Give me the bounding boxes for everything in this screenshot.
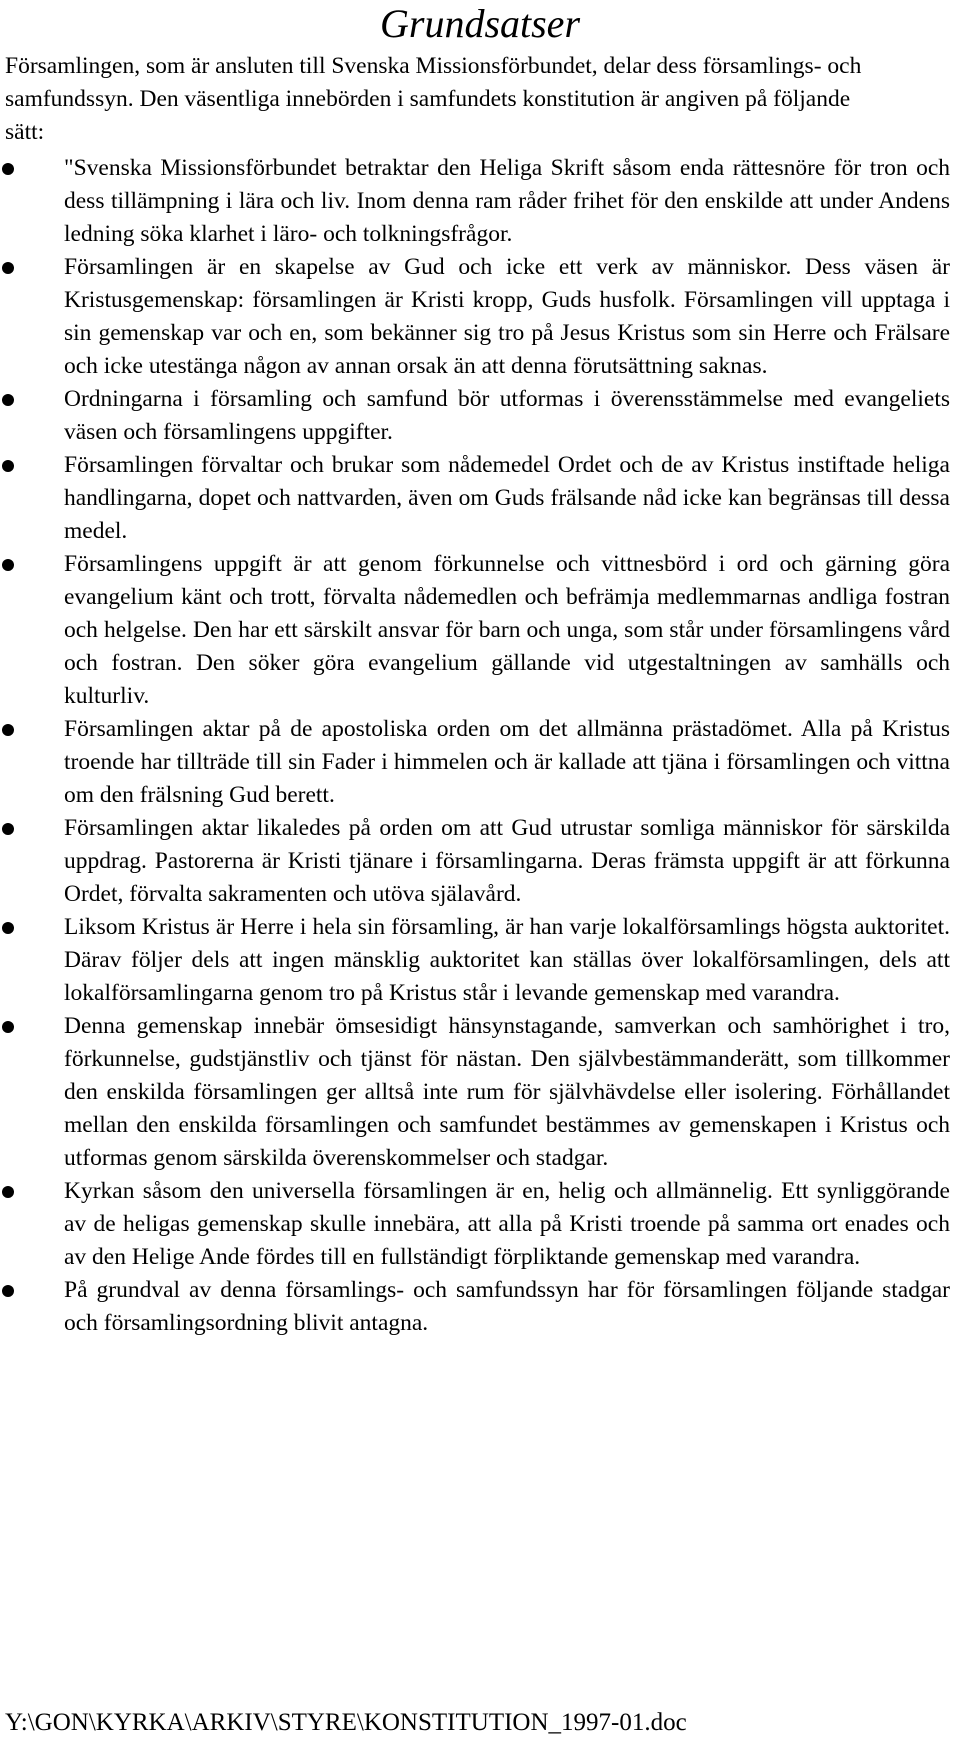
bullet-icon <box>2 1186 14 1198</box>
list-item <box>0 152 950 251</box>
bullet-icon <box>2 922 14 934</box>
list-item <box>0 1274 950 1340</box>
principles-list <box>0 152 950 1340</box>
bullet-icon <box>2 394 14 406</box>
list-item-text: "Svenska Missionsförbundet betraktar den Heliga Skrift såsom enda rättesnöre för tron och dess tillämpning i lära och liv. Inom denna ram råder frihet för den enskilde att under Andens ledning söka klarhet i läro- och tolkningsfrågor. <box>64 155 950 247</box>
list-item-text: Församlingen aktar på de apostoliska orden om det allmänna prästadömet. Alla på Kristus troende har tillträde till sin Fader i himmelen och är kallade att tjäna i församlingen och vittna om den frälsning Gud berett. <box>64 716 950 808</box>
file-path-footer: Y:\GON\KYRKA\ARKIV\STYRE\KONSTITUTION_1997-01.doc <box>5 1709 687 1736</box>
bullet-icon <box>2 1285 14 1297</box>
bullet-icon <box>2 1021 14 1033</box>
list-item-text: På grundval av denna församlings- och samfundssyn har för församlingen följande stadgar och församlingsordning blivit antagna. <box>64 1277 950 1336</box>
list-item <box>0 548 950 713</box>
list-item-text: Församlingen aktar likaledes på orden om att Gud utrustar somliga människor för särskilda uppdrag. Pastorerna är Kristi tjänare i församlingarna. Deras främsta uppgift är att förkunna Ordet, förvalta sakramenten och utöva själavård. <box>64 815 950 907</box>
list-item-text: Församlingens uppgift är att genom förkunnelse och vittnesbörd i ord och gärning göra evangelium känt och trott, förvalta nådemedlen och befrämja medlemmarnas andliga fostran och helgelse. Den har ett särskilt ansvar för barn och unga, som står under församlingens vård och fostran. Den söker göra evangelium gällande vid utgestaltningen av samhälls och kulturliv. <box>64 551 950 709</box>
bullet-icon <box>2 559 14 571</box>
bullet-icon <box>2 262 14 274</box>
bullet-icon <box>2 823 14 835</box>
list-item-text: Denna gemenskap innebär ömsesidigt hänsynstagande, samverkan och samhörighet i tro, förkunnelse, gudstjänstliv och tjänst för nästan. Den självbestämmanderätt, som tillkommer den enskilda församlingen ger alltså inte rum för självhävdelse eller isolering. Förhållandet mellan den enskilda församlingen och samfundet bestämmes av gemenskapen i Kristus och utformas genom särskilda överenskommelser och stadgar. <box>64 1013 950 1171</box>
list-item <box>0 911 950 1010</box>
bullet-icon <box>2 460 14 472</box>
list-item <box>0 1010 950 1175</box>
list-item <box>0 713 950 812</box>
list-item-text: Ordningarna i församling och samfund bör utformas i överensstämmelse med evangeliets väsen och församlingens uppgifter. <box>64 386 950 445</box>
list-item <box>0 449 950 548</box>
list-item <box>0 251 950 383</box>
list-item-text: Liksom Kristus är Herre i hela sin församling, är han varje lokalförsamlings högsta auktoritet. Därav följer dels att ingen mänsklig auktoritet kan ställas över lokalförsamlingen, dels att lokalförsamlingarna genom tro på Kristus står i levande gemenskap med varandra. <box>64 914 950 1006</box>
list-item <box>0 812 950 911</box>
list-item-text: Församlingen förvaltar och brukar som nådemedel Ordet och de av Kristus instiftade heliga handlingarna, dopet och nattvarden, även om Guds frälsande nåd icke kan begränsas till dessa medel. <box>64 452 950 544</box>
list-item <box>0 1175 950 1274</box>
bullet-icon <box>2 163 14 175</box>
list-item-text: Församlingen är en skapelse av Gud och icke ett verk av människor. Dess väsen är Kristusgemenskap: församlingen är Kristi kropp, Guds husfolk. Församlingen vill upptaga i sin gemenskap var och en, som bekänner sig tro på Jesus Kristus som sin Herre och Frälsare och icke utestänga någon av annan orsak än att denna förutsättning saknas. <box>64 254 950 379</box>
document-title: Grundsatser <box>379 1 581 46</box>
list-item <box>0 383 950 449</box>
intro-paragraph: Församlingen, som är ansluten till Svenska Missionsförbundet, delar dess församlings- och samfundssyn. Den väsentliga innebörden i samfundets konstitution är angiven på följande sätt: <box>5 53 862 145</box>
bullet-icon <box>2 724 14 736</box>
list-item-text: Kyrkan såsom den universella församlingen är en, helig och allmännelig. Ett synliggörande av de heligas gemenskap skulle innebära, att alla på Kristi troende på samma ort enades och av den Helige Ande fördes till en fullständigt förpliktande gemenskap med varandra. <box>64 1178 950 1270</box>
